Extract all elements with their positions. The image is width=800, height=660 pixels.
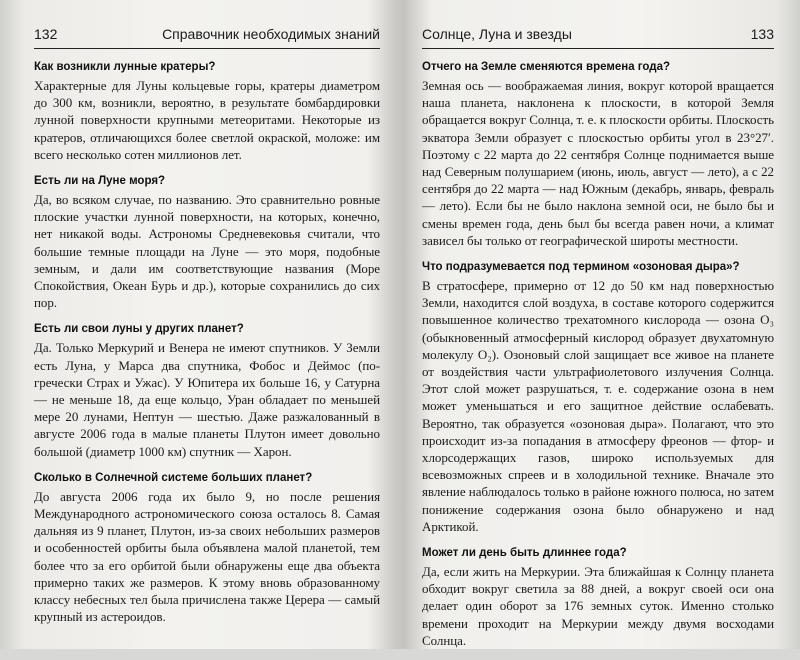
answer-text: Да. Только Меркурий и Венера не имеют спутников. У Земли есть Луна, у Марса два спутника, Фобос и Деймос (по-гречески Страх и Ужас). У Юпитера их больше 16, у Сатурна — не меньше 18, да еще кольцо, Уран обладает по меньшей мере 20 лунами, Нептун — шестью. Даже разжалованный в августе 2006 года в малые планеты Плутон имеет довольно большой (диаметр 1000 км) спутник — Харон.: [34, 340, 380, 459]
right-page: [400, 0, 800, 649]
question-heading: Как возникли лунные кратеры?: [34, 61, 216, 73]
left-page: [0, 0, 400, 649]
page-content: [422, 60, 774, 660]
page-header: [34, 22, 380, 46]
answer-text: Характерные для Луны кольцевые горы, кратеры диаметром до 300 км, возникли, вероятно, в результате бомбардировки лунной поверхности крупными метеоритами. Некоторые из кратеров, отличающихся более светлой окраской, моложе: им всего несколько сотен миллионов лет.: [34, 78, 380, 162]
answer-text: Да, во всяком случае, по названию. Это сравнительно ровные плоские участки лунной поверхности, на которых, конечно, нет никакой воды. Астрономы Средневековья считали, что большие темные площади на Луне — это моря, подобные земным, и дали им соответствующие названия (Море Спокойствия, Океан Бурь и др.), которые сохранились до сих пор.: [34, 192, 380, 311]
page-number: 132: [34, 26, 58, 42]
page-number: 133: [750, 26, 774, 42]
question-heading: Есть ли свои луны у других планет?: [34, 323, 244, 336]
answer-text: До августа 2006 года их было 9, но после решения Международного астрономического союза осталось 8. Самая дальняя из 9 планет, Плутон, из-за своих небольших размеров и особенностей орбиты была объявлена малой планетой, тем более что за его орбитой были обнаружены еще два объекта примерно таких же размеров. К этому вновь образованному классу небесных тел была причислена также Церера — самый крупный из астероидов.: [34, 488, 380, 625]
question-heading: Что подразумевается под термином «озоновая дыра»?: [422, 261, 740, 274]
question-heading: Есть ли на Луне моря?: [34, 175, 166, 188]
header-rule: [34, 48, 380, 49]
running-head: Справочник необходимых знаний: [162, 26, 380, 42]
running-head: Солнце, Луна и звезды: [422, 26, 572, 42]
answer-text: В стратосфере, примерно от 12 до 50 км над поверхностью Земли, находится слой воздуха, в составе которого содержится повышенное количество трехатомного кислорода — озона O₃ (обыкновенный атмосферный кислород образует двухатомную молекулу O₂). Озоновый слой защищает все живое на планете от воздействия части ультрафиолетового излучения Солнца. Этот слой может разрушаться, т. е. содержание озона в нем может уменьшаться и его защитное действие ослабевать. Вероятно, так образуется «озоновая дыра». Полагают, что это происходит из-за попадания в атмосферу фреонов — фтор- и хлорсодержащих газов, широко используемых для всевозможных спреев и в холодильной технике. Вначале это явление наблюдалось только в районе южного полюса, но затем понижение содержания озона было обнаружено и над Арктикой.: [422, 278, 774, 534]
header-rule: [422, 48, 774, 49]
question-heading: Может ли день быть длиннее года?: [422, 547, 627, 560]
page-header: [422, 22, 774, 46]
answer-text: Да, если жить на Меркурии. Эта ближайшая к Солнцу планета обходит вокруг светила за 88 дней, а вокруг своей оси она делает один оборот за 176 земных суток. Именно столько времени проходит на Меркурии между двумя восходами Солнца.: [422, 564, 774, 648]
question-heading: Отчего на Земле сменяются времена года?: [422, 61, 671, 73]
question-heading: Сколько в Солнечной системе больших планет?: [34, 471, 313, 484]
answer-text: Земная ось — воображаемая линия, вокруг которой вращается наша планета, наклонена к плоскости, в которой Земля обращается вокруг Солнца, т. е. к плоскости орбиты. Плоскость экватора Земли образует с плоскостью орбиты угол в 23°27′. Поэтому с 22 марта до 22 сентября Солнце поднимается выше над Северным полушарием (июнь, июль, август — лето), а с 22 сентября до 22 марта — над Южным (декабрь, январь, февраль — лето). Если бы не было наклона земной оси, не было бы и смены времен года, день был бы всегда равен ночи, а климат зависел бы только от географической широты местности.: [422, 78, 774, 248]
page-content: [34, 60, 380, 636]
